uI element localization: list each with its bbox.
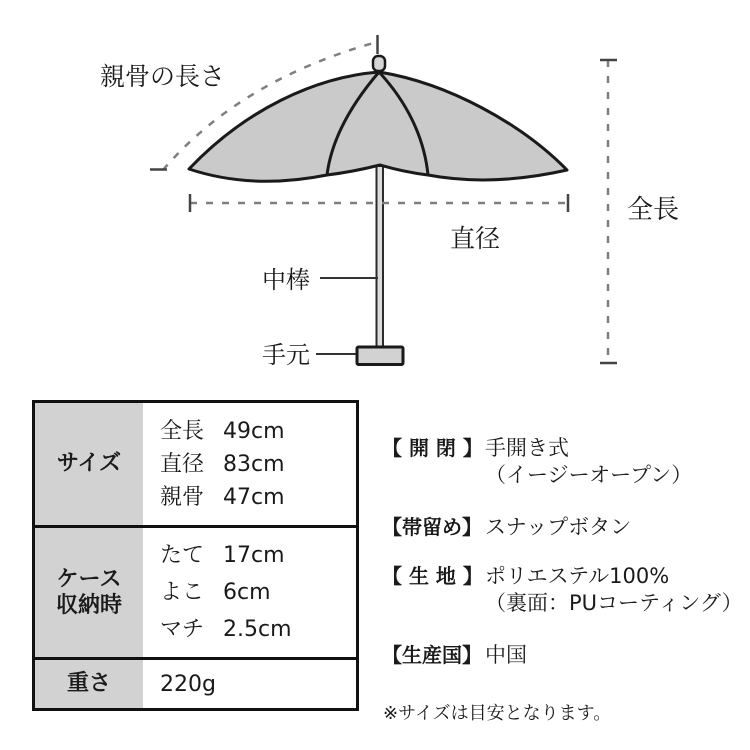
measurement-value: 6cm (223, 580, 271, 605)
size-disclaimer-note: ※サイズは目安となります。 (383, 703, 612, 724)
spec-value-secondary: （裏面：PUコーティング） (485, 591, 743, 615)
row-body-size (143, 403, 356, 525)
row-header-size (35, 403, 143, 525)
spec-item-band-fastener (382, 514, 631, 541)
spec-value: ポリエステル100% (485, 564, 670, 588)
measurement-value: 220g (160, 671, 216, 697)
umbrella-handle (357, 347, 403, 365)
measurement-line (160, 574, 356, 611)
row-header-text: 重さ (66, 671, 111, 696)
row-header-text-line2: 収納時 (55, 592, 122, 618)
measurement-label: よこ (160, 580, 205, 605)
row-header-text: サイズ (56, 451, 122, 476)
row-header-weight (35, 660, 143, 708)
spec-value: スナップボタン (485, 515, 632, 539)
measurement-label: たて (160, 543, 205, 568)
total-length-label: 全長 (627, 195, 680, 225)
measurement-label: 親骨 (160, 484, 205, 510)
diameter-label: 直径 (450, 224, 501, 253)
spec-values (485, 514, 631, 541)
spec-item-country-of-origin (382, 642, 527, 669)
spec-values (485, 642, 527, 669)
umbrella-finial-icon (373, 56, 385, 71)
spec-value: 手開き式 (485, 436, 569, 460)
measurement-line (160, 537, 356, 574)
row-header-text-line1: ケース (56, 566, 122, 592)
spec-item-open-close (382, 435, 692, 489)
size-table (32, 400, 359, 711)
measurement-label: 直径 (160, 451, 205, 477)
measurement-value: 47cm (223, 484, 285, 510)
umbrella-center-pole (377, 166, 384, 348)
measurement-value: 17cm (223, 543, 285, 568)
measurement-value: 49cm (223, 418, 285, 444)
spec-value-secondary: （イージーオープン） (485, 463, 693, 487)
measurement-line (160, 415, 356, 448)
measurement-line (160, 611, 356, 648)
measurement-line (160, 481, 356, 514)
spec-label: 【 開 閉 】 (382, 436, 483, 460)
table-row-weight (35, 657, 356, 708)
measurement-label: マチ (160, 617, 205, 642)
spec-item-fabric (382, 563, 743, 617)
table-row-size (35, 403, 356, 525)
measurement-value: 83cm (223, 451, 285, 477)
measurement-label: 全長 (160, 418, 205, 444)
umbrella-canopy (189, 72, 567, 181)
spec-values (485, 435, 692, 489)
row-body-weight (143, 660, 356, 708)
measurement-line (160, 448, 356, 481)
spec-value: 中国 (485, 643, 527, 667)
rib-length-label: 親骨の長さ (100, 62, 226, 91)
measurement-line (160, 672, 356, 697)
spec-label: 【 生 地 】 (382, 564, 483, 588)
row-body-case-stored (143, 528, 356, 657)
row-header-case-stored (35, 528, 143, 657)
center-pole-label: 中棒 (262, 266, 310, 294)
table-row-case-stored (35, 525, 356, 657)
measurement-value: 2.5cm (223, 617, 292, 642)
spec-label: 【帯留め】 (382, 515, 482, 539)
handle-label: 手元 (262, 341, 310, 369)
spec-values (485, 563, 743, 617)
spec-label: 【生産国】 (382, 643, 482, 667)
